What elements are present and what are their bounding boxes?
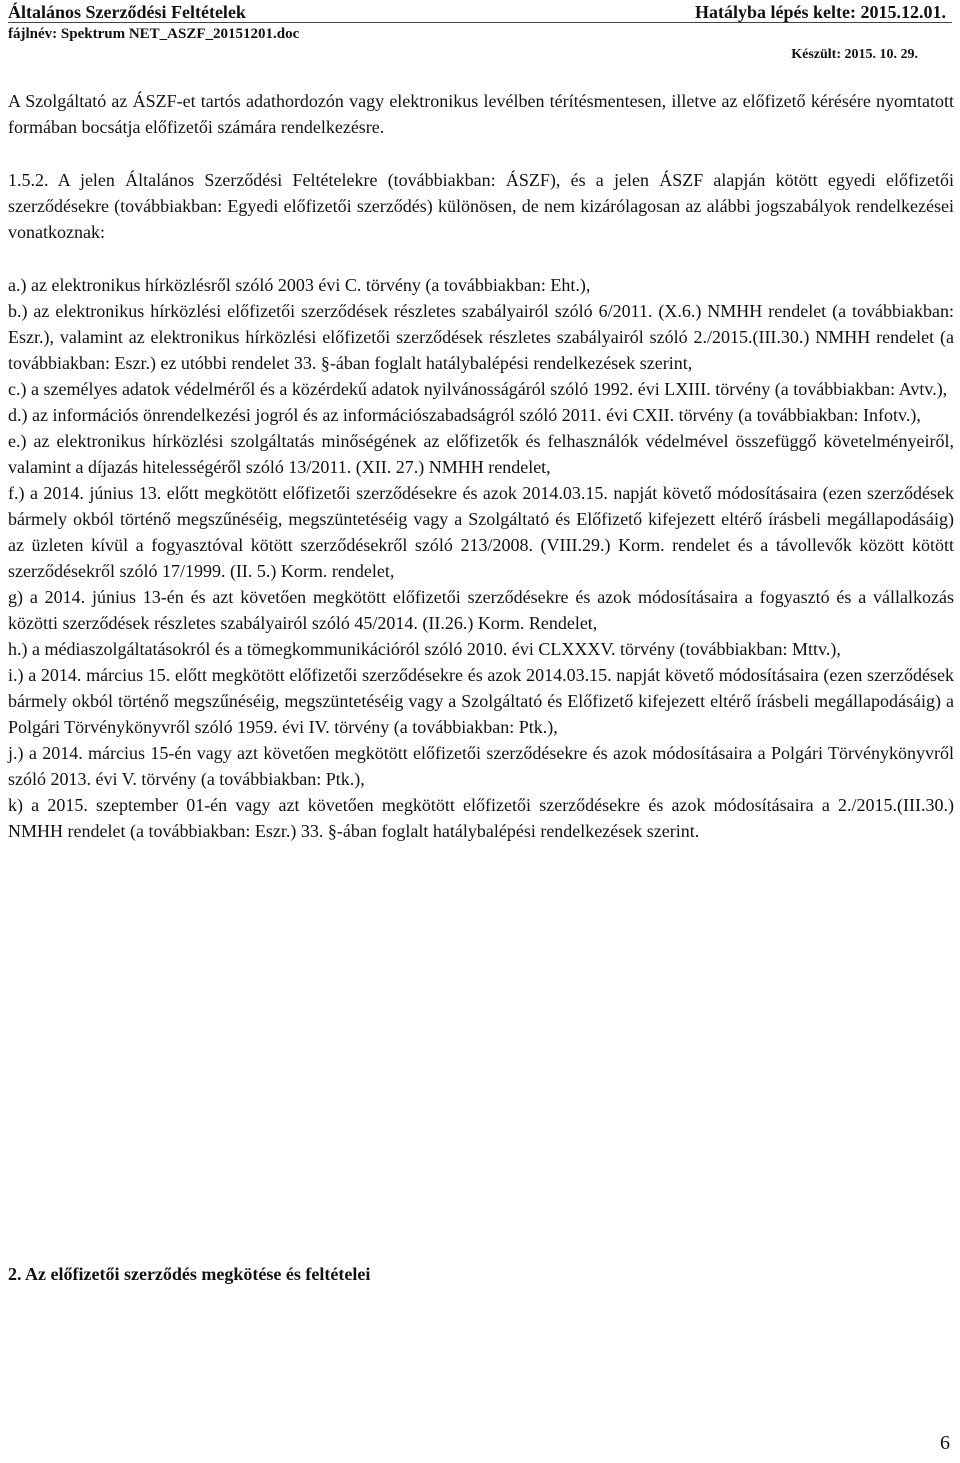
list-item: c.) a személyes adatok védelméről és a közérdekű adatok nyilvánosságáról szóló 1992. évi LXIII. törvény (a továbbiakban: Avtv.), xyxy=(8,379,948,399)
list-item: h.) a médiaszolgáltatásokról és a tömegkommunikációról szóló 2010. évi CLXXXV. törvény (továbbiakban: Mttv.), xyxy=(8,639,841,659)
list-item: f.) a 2014. június 13. előtt megkötött előfizetői szerződésekre és azok 2014.03.15. napját követő módosításaira (ezen szerződések bármely okból történő megszűnéséig, megszüntetéséig vagy a Szolgáltató és Előfizető kifejezett eltérő írásbeli megállapodásáig) az üzleten kívül a fogyasztóval kötött szerződésekről szóló 213/2008. (VIII.29.) Korm. rendelet és a távollevők között kötött szerződésekről szóló 17/1999. (II. 5.) Korm. rendelet, xyxy=(8,483,954,581)
document-title: Általános Szerződési Feltételek xyxy=(8,2,246,22)
section-1-5-2: 1.5.2. A jelen Általános Szerződési Feltételekre (továbbiakban: ÁSZF), és a jelen ÁSZF alapján kötött egyedi előfizetői szerződésekre (továbbiakban: Egyedi előfizetői szerződés) különösen, de nem kizárólagosan az alábbi jogszabályok rendelkezései vonatkoznak: xyxy=(8,170,954,242)
page-header xyxy=(0,0,960,62)
list-item: g) a 2014. június 13-én és azt követően megkötött előfizetői szerződésekre és azok módosításaira a fogyasztó és a vállalkozás közötti szerződések részletes szabályairól szóló 45/2014. (II.26.) Korm. Rendelet, xyxy=(8,587,954,633)
list-item: a.) az elektronikus hírközlésről szóló 2003 évi C. törvény (a továbbiakban: Eht.), xyxy=(8,275,591,295)
legislation-list xyxy=(8,272,954,844)
section-heading: 2. Az előfizetői szerződés megkötése és feltételei xyxy=(8,1264,371,1284)
list-item: j.) a 2014. március 15-én vagy azt követően megkötött előfizetői szerződésekre és azok módosításaira a Polgári Törvénykönyvről szóló 2013. évi V. törvény (a továbbiakban: Ptk.), xyxy=(8,743,954,789)
created-date: Készült: 2015. 10. 29. xyxy=(791,47,918,62)
list-item: b.) az elektronikus hírközlési előfizetői szerződések részletes szabályairól szóló 6/2011. (X.6.) NMHH rendelet (a továbbiakban: Eszr.), valamint az elektronikus hírközlési előfizetői szerződések részletes szabályairól szóló 2./2015.(III.30.) NMHH rendelet (a továbbiakban: Eszr.) ez utóbbi rendelet 33. §-ában foglalt hatálybalépési rendelkezések szerint, xyxy=(8,301,954,373)
list-item: k) a 2015. szeptember 01-én vagy azt követően megkötött előfizetői szerződésekre és azok módosításaira a 2./2015.(III.30.) NMHH rendelet (a továbbiakban: Eszr.) 33. §-ában foglalt hatálybalépési rendelkezések szerint. xyxy=(8,795,954,841)
file-name: fájlnév: Spektrum NET_ASZF_20151201.doc xyxy=(8,26,300,42)
list-item: d.) az információs önrendelkezési jogról és az információszabadságról szóló 2011. évi CXII. törvény (a továbbiakban: Infotv.), xyxy=(8,405,921,425)
list-item: e.) az elektronikus hírközlési szolgáltatás minőségének az előfizetők és felhasználók védelmével összefüggő követelményeiről, valamint a díjazás hitelességéről szóló 13/2011. (XII. 27.) NMHH rendelet, xyxy=(8,431,954,477)
header-divider xyxy=(8,22,952,23)
list-item: i.) a 2014. március 15. előtt megkötött előfizetői szerződésekre és azok 2014.03.15. napját követő módosításaira (ezen szerződések bármely okból történő megszűnéséig, megszüntetéséig vagy a Szolgáltató és Előfizető kifejezett eltérő írásbeli megállapodásáig) a Polgári Törvénykönyvről szóló 1959. évi IV. törvény (a továbbiakban: Ptk.), xyxy=(8,665,954,737)
effective-date: Hatályba lépés kelte: 2015.12.01. xyxy=(695,2,946,22)
page-number: 6 xyxy=(940,1432,950,1454)
document-body xyxy=(8,88,954,844)
intro-paragraph: A Szolgáltató az ÁSZF-et tartós adathordozón vagy elektronikus levélben térítésmentesen, illetve az előfizető kérésére nyomtatott formában bocsátja előfizetői számára rendelkezésre. xyxy=(8,91,954,137)
